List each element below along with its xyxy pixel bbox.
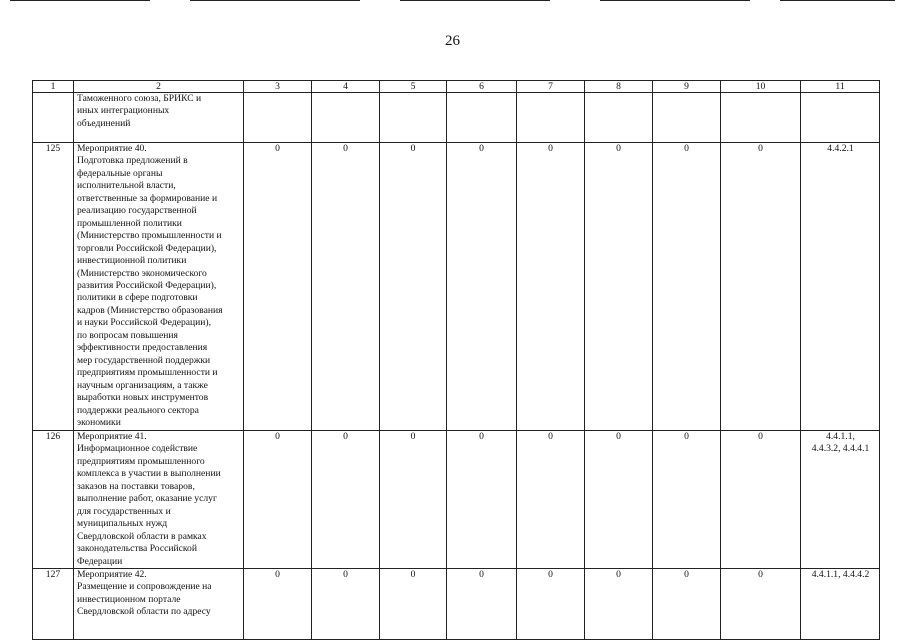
value-cell: 0 xyxy=(517,143,585,431)
value-cell: 0 xyxy=(447,569,517,640)
value-cell: 0 xyxy=(312,143,380,431)
value-cell: 0 xyxy=(653,143,721,431)
value-cell xyxy=(244,93,312,143)
value-cell xyxy=(653,93,721,143)
value-cell: 0 xyxy=(653,569,721,640)
column-header: 9 xyxy=(653,81,721,93)
value-cell xyxy=(517,93,585,143)
column-header: 2 xyxy=(74,81,244,93)
column-header: 4 xyxy=(312,81,380,93)
value-cell: 0 xyxy=(380,143,447,431)
value-cell: 0 xyxy=(517,431,585,569)
column-header: 1 xyxy=(33,81,74,93)
top-edge-line xyxy=(0,0,905,2)
value-cell: 0 xyxy=(721,143,801,431)
column-header: 5 xyxy=(380,81,447,93)
value-cell: 0 xyxy=(244,431,312,569)
value-cell xyxy=(447,93,517,143)
value-cell: 0 xyxy=(244,569,312,640)
value-cell: 0 xyxy=(721,431,801,569)
column-header: 7 xyxy=(517,81,585,93)
value-cell: 0 xyxy=(585,569,653,640)
row-number: 125 xyxy=(33,143,74,431)
target-reference: 4.4.1.1, 4.4.4.2 xyxy=(801,569,880,640)
value-cell: 0 xyxy=(380,569,447,640)
value-cell: 0 xyxy=(447,143,517,431)
table-row xyxy=(33,93,880,143)
target-reference xyxy=(801,93,880,143)
activities-table xyxy=(32,80,880,640)
table-row xyxy=(33,569,880,640)
column-header: 10 xyxy=(721,81,801,93)
value-cell: 0 xyxy=(312,431,380,569)
target-reference: 4.4.1.1, 4.4.3.2, 4.4.4.1 xyxy=(801,431,880,569)
table-row xyxy=(33,431,880,569)
row-number: 127 xyxy=(33,569,74,640)
target-reference: 4.4.2.1 xyxy=(801,143,880,431)
column-header: 3 xyxy=(244,81,312,93)
value-cell: 0 xyxy=(380,431,447,569)
value-cell: 0 xyxy=(585,143,653,431)
column-header: 11 xyxy=(801,81,880,93)
value-cell: 0 xyxy=(653,431,721,569)
activity-description: Мероприятие 41. Информационное содействие предприятиям промышленного комплекса в участии в выполнении заказов на поставки товаров, выполнение работ, оказание услуг для государственных и муниципальных нужд Свердловской области в рамках законодательства Российской Федерации xyxy=(74,431,244,569)
value-cell: 0 xyxy=(585,431,653,569)
value-cell xyxy=(380,93,447,143)
value-cell: 0 xyxy=(517,569,585,640)
activity-description: Мероприятие 40. Подготовка предложений в федеральные органы исполнительной власти, ответственные за формирование и реализацию государственной промышленной политики (Министерство промышленности и торговли Российской Федерации), инвестиционной политики (Министерство экономического развития Российской Федерации), политики в сфере подготовки кадров (Министерство образования и науки Российской Федерации), по вопросам повышения эффективности предоставления мер государственной поддержки предприятиям промышленности и научным организациям, а также выработки новых инструментов поддержки реального сектора экономики xyxy=(74,143,244,431)
value-cell xyxy=(585,93,653,143)
value-cell: 0 xyxy=(721,569,801,640)
table-row xyxy=(33,143,880,431)
value-cell: 0 xyxy=(244,143,312,431)
value-cell xyxy=(312,93,380,143)
row-number xyxy=(33,93,74,143)
activity-description: Мероприятие 42. Размещение и сопровождение на инвестиционном портале Свердловской области по адресу xyxy=(74,569,244,640)
value-cell xyxy=(721,93,801,143)
row-number: 126 xyxy=(33,431,74,569)
activity-description: Таможенного союза, БРИКС и иных интеграционных объединений xyxy=(74,93,244,143)
page-number: 26 xyxy=(445,33,460,49)
column-header: 8 xyxy=(585,81,653,93)
value-cell: 0 xyxy=(312,569,380,640)
table-header-row xyxy=(33,81,880,93)
column-header: 6 xyxy=(447,81,517,93)
value-cell: 0 xyxy=(447,431,517,569)
